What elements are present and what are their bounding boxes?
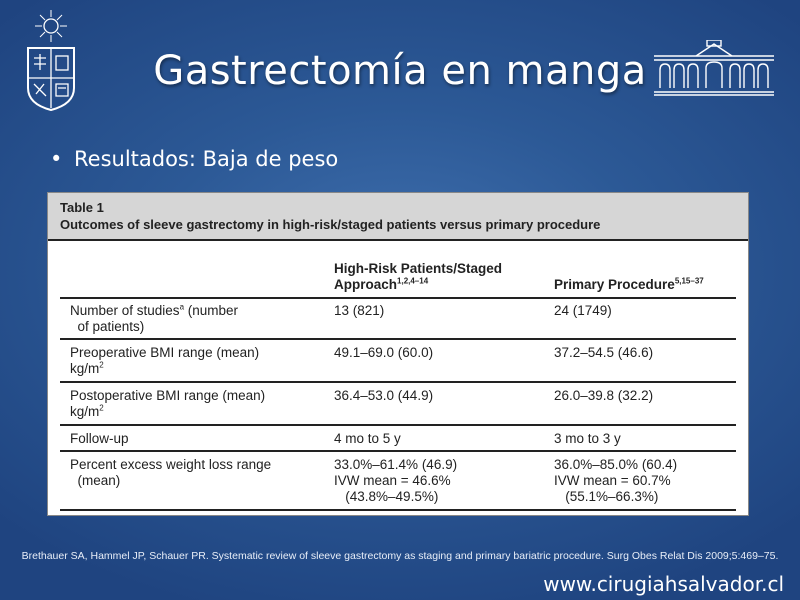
col-header-high-risk: High-Risk Patients/Staged Approach$^{1,2,4-14}$ xyxy=(334,261,503,292)
bullet-icon: • xyxy=(50,147,63,171)
row-rule xyxy=(60,381,736,383)
citation: Brethauer SA, Hammel JP, Schauer PR. Systematic review of sleeve gastrectomy as staging and primary bariatric procedure. Surg Obes Relat Dis 2009;5:469–75. xyxy=(21,550,779,562)
cell-preop-high-risk: 49.1–69.0 (60.0) xyxy=(334,345,434,360)
row-label-studies: Number of studies$^a$ (number of patients) xyxy=(70,302,239,334)
cell-preop-primary: 37.2–54.5 (46.6) xyxy=(554,345,654,360)
table-bottom-rule xyxy=(60,509,736,511)
outcomes-table xyxy=(47,192,749,516)
header-rule xyxy=(60,297,736,299)
row-label-postop-bmi: Postoperative BMI range (mean) $kg/m^2$ xyxy=(70,388,266,419)
col-header-primary: Primary Procedure$^{5,15-37}$ xyxy=(554,276,704,292)
slide-title: Gastrectomía en manga xyxy=(153,48,647,94)
row-rule xyxy=(60,450,736,452)
cell-studies-primary: 24 (1749) xyxy=(554,303,612,318)
row-rule xyxy=(60,424,736,426)
cell-ewl-primary: 36.0%–85.0% (60.4) IVW mean = 60.7% (55.1%–66.3%) xyxy=(554,457,678,504)
row-rule xyxy=(60,338,736,340)
bullet-item xyxy=(50,147,338,171)
table-caption xyxy=(48,193,748,241)
row-label-preop-bmi: Preoperative BMI range (mean) $kg/m^2$ xyxy=(70,345,260,376)
cell-follow-up-high-risk: 4 mo to 5 y xyxy=(334,431,401,446)
table-title: Outcomes of sleeve gastrectomy in high-risk/staged patients versus primary procedure xyxy=(60,217,601,232)
cell-studies-high-risk: 13 (821) xyxy=(334,303,385,318)
bullet-text: Resultados: Baja de peso xyxy=(74,147,339,171)
table-number: Table 1 xyxy=(60,200,104,215)
row-label-follow-up: Follow-up xyxy=(70,431,129,446)
cell-follow-up-primary: 3 mo to 3 y xyxy=(554,431,621,446)
cell-postop-primary: 26.0–39.8 (32.2) xyxy=(554,388,654,403)
cell-ewl-high-risk: 33.0%–61.4% (46.9) IVW mean = 46.6% (43.8%–49.5%) xyxy=(334,457,458,504)
cell-postop-high-risk: 36.4–53.0 (44.9) xyxy=(334,388,434,403)
row-label-ewl: Percent excess weight loss range (mean) xyxy=(70,457,272,488)
website-url: www.cirugiahsalvador.cl xyxy=(543,572,784,596)
